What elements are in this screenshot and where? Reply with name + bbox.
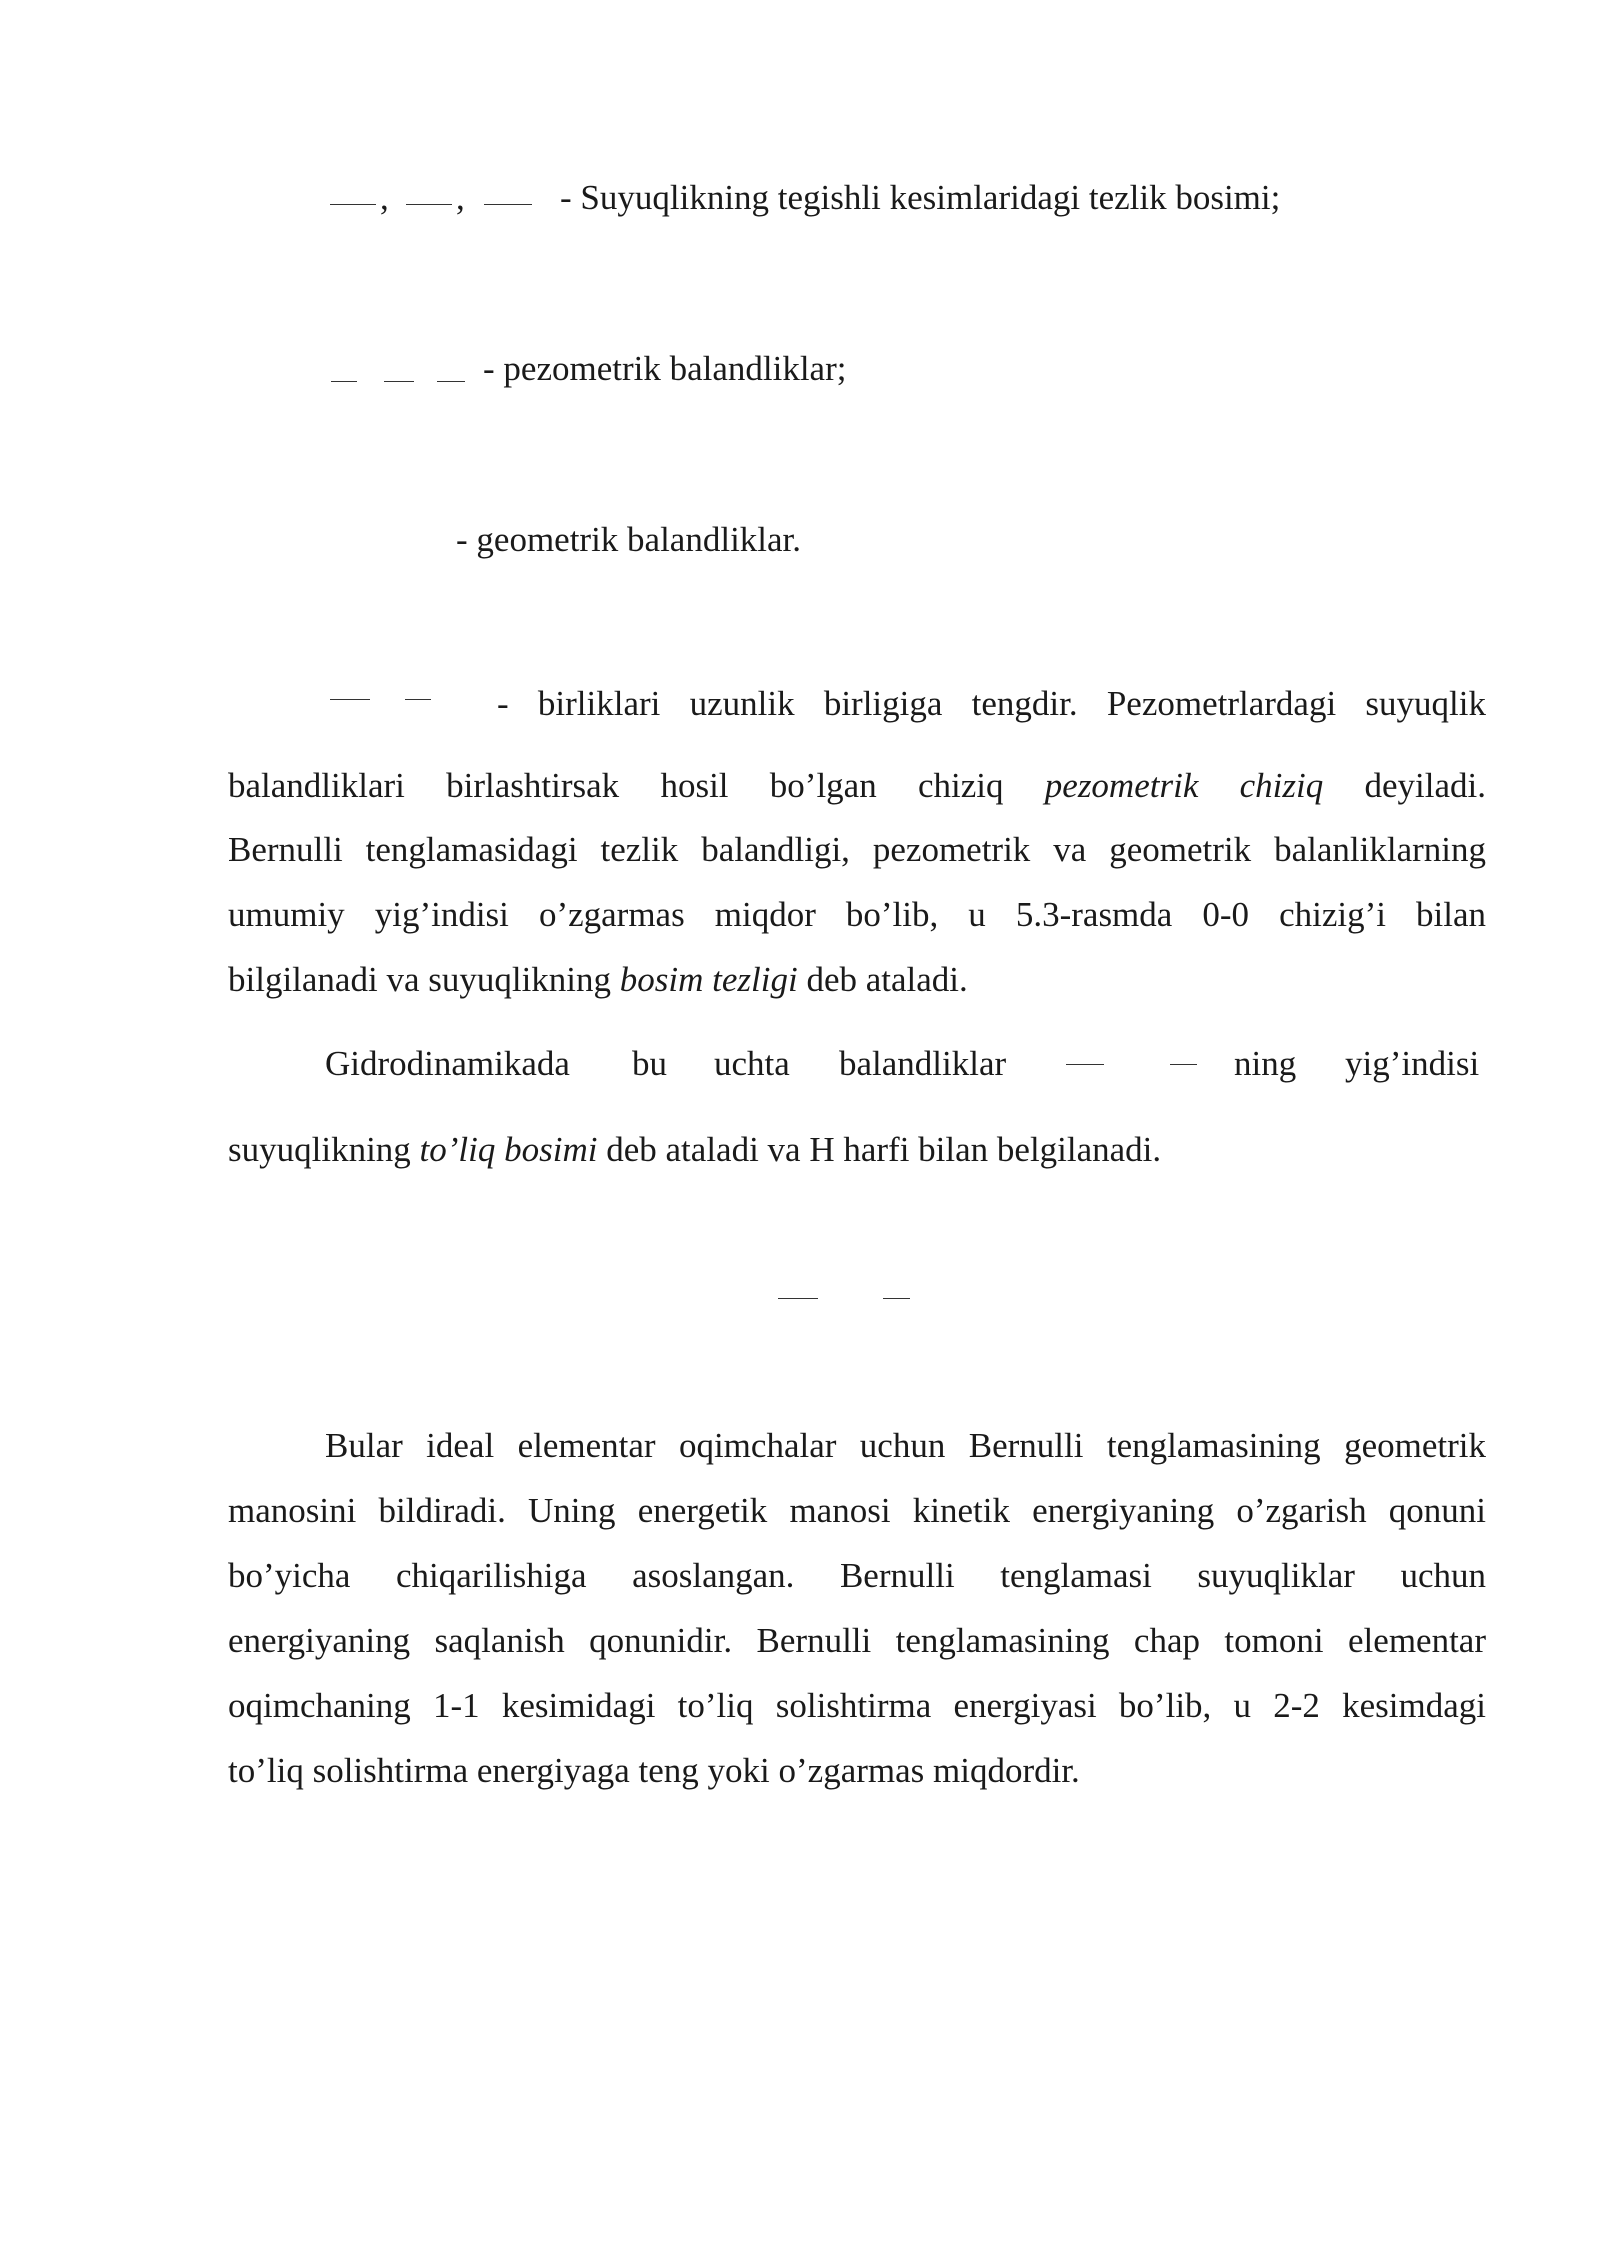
fraction-bar xyxy=(405,699,431,700)
legend-velocity-pressure: - Suyuqlikning tegishli kesimlaridagi tezlik bosimi; xyxy=(560,178,1281,217)
fraction-bar xyxy=(1170,1064,1197,1065)
fraction-bar xyxy=(330,204,376,205)
paragraph-3-line-4: energiyaning saqlanish qonunidir. Bernulli tenglamasining chap tomoni elementar xyxy=(228,1621,1486,1660)
paragraph-3-line-2: manosini bildiradi. Uning energetik manosi kinetik energiyaning o’zgarish qonuni xyxy=(228,1491,1486,1530)
fraction-bar xyxy=(331,381,357,382)
fraction-bar xyxy=(883,1298,910,1299)
comma: , xyxy=(380,178,389,217)
comma: , xyxy=(456,178,465,217)
fraction-bar xyxy=(406,204,452,205)
fraction-bar xyxy=(484,204,532,205)
legend-piezometric: - pezometrik balandliklar; xyxy=(483,349,847,388)
paragraph-2-word: balandliklar xyxy=(839,1044,1007,1083)
fraction-bar xyxy=(330,699,370,700)
paragraph-2-word: bu xyxy=(632,1044,667,1083)
paragraph-2-word: Gidrodinamikada xyxy=(325,1044,570,1083)
paragraph-1-line-3: umumiy yig’indisi o’zgarmas miqdor bo’lib, u 5.3-rasmda 0-0 chizig’i bilan xyxy=(228,895,1486,934)
paragraph-2-line-2: suyuqlikning to’liq bosimi deb ataladi va H harfi bilan belgilanadi. xyxy=(228,1130,1162,1169)
fraction-bar xyxy=(778,1298,818,1299)
paragraph-2-word: yig’indisi xyxy=(1345,1044,1480,1083)
fraction-bar xyxy=(384,381,414,382)
paragraph-3-line-6: to’liq solishtirma energiyaga teng yoki o’zgarmas miqdordir. xyxy=(228,1751,1080,1790)
legend-units: - birliklari uzunlik birligiga tengdir. Pezometrlardagi suyuqlik xyxy=(497,684,1486,723)
legend-geometric: - geometrik balandliklar. xyxy=(456,520,802,559)
paragraph-3-line-5: oqimchaning 1-1 kesimidagi to’liq solishtirma energiyasi bo’lib, u 2-2 kesimdagi xyxy=(228,1686,1486,1725)
paragraph-2-word: ning xyxy=(1234,1044,1297,1083)
fraction-bar xyxy=(437,381,465,382)
paragraph-1-line-2: Bernulli tenglamasidagi tezlik balandligi, pezometrik va geometrik balanliklarning xyxy=(228,830,1486,869)
paragraph-1-line-4: bilgilanadi va suyuqlikning bosim tezligi deb ataladi. xyxy=(228,960,968,999)
paragraph-1-line-1: balandliklari birlashtirsak hosil bo’lgan chiziq pezometrik chiziq deyiladi. xyxy=(228,766,1487,805)
paragraph-3-line-3: bo’yicha chiqarilishiga asoslangan. Bernulli tenglamasi suyuqliklar uchun xyxy=(228,1556,1486,1595)
fraction-bar xyxy=(1066,1064,1104,1065)
paragraph-2-word: uchta xyxy=(714,1044,790,1083)
paragraph-3-line-1: Bular ideal elementar oqimchalar uchun Bernulli tenglamasining geometrik xyxy=(325,1426,1486,1465)
